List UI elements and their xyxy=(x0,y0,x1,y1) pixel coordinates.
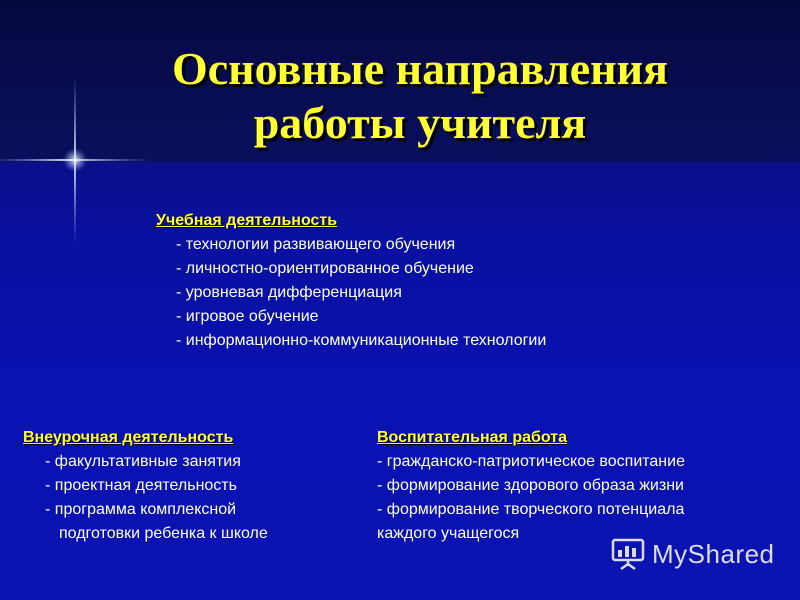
extracurricular-item: - проектная деятельность xyxy=(45,477,237,494)
study-activity-item: - игровое обучение xyxy=(176,308,319,325)
slide-title xyxy=(0,42,800,150)
upbringing-work-item: - формирование здорового образа жизни xyxy=(377,477,684,494)
title-line-2: работы учителя xyxy=(253,97,587,148)
study-activity-item: - уровневая дифференциация xyxy=(176,284,402,301)
watermark-text: MyShared xyxy=(652,538,775,569)
study-activity-item: - личностно-ориентированное обучение xyxy=(176,260,474,277)
title-line-1: Основные направления xyxy=(171,43,669,94)
study-activity-item: - технологии развивающего обучения xyxy=(176,236,456,253)
upbringing-work-heading: Воспитательная работа xyxy=(377,429,567,446)
myshared-watermark xyxy=(610,534,775,574)
study-activity-heading: Учебная деятельность xyxy=(156,212,338,229)
extracurricular-heading: Внеурочная деятельность xyxy=(23,429,234,446)
presentation-board-icon xyxy=(610,536,646,572)
upbringing-work-item: - формирование творческого потенциала xyxy=(377,501,685,518)
study-activity-section xyxy=(156,209,546,353)
extracurricular-item: - факультативные занятия xyxy=(45,453,241,470)
upbringing-work-item: каждого учащегося xyxy=(377,525,520,542)
extracurricular-item: подготовки ребенка к школе xyxy=(59,525,268,542)
extracurricular-section xyxy=(23,426,268,546)
extracurricular-item: - программа комплексной xyxy=(45,501,237,518)
upbringing-work-item: - гражданско-патриотическое воспитание xyxy=(377,453,685,470)
upbringing-work-section xyxy=(377,426,685,546)
study-activity-item: - информационно-коммуникационные технологии xyxy=(176,332,547,349)
